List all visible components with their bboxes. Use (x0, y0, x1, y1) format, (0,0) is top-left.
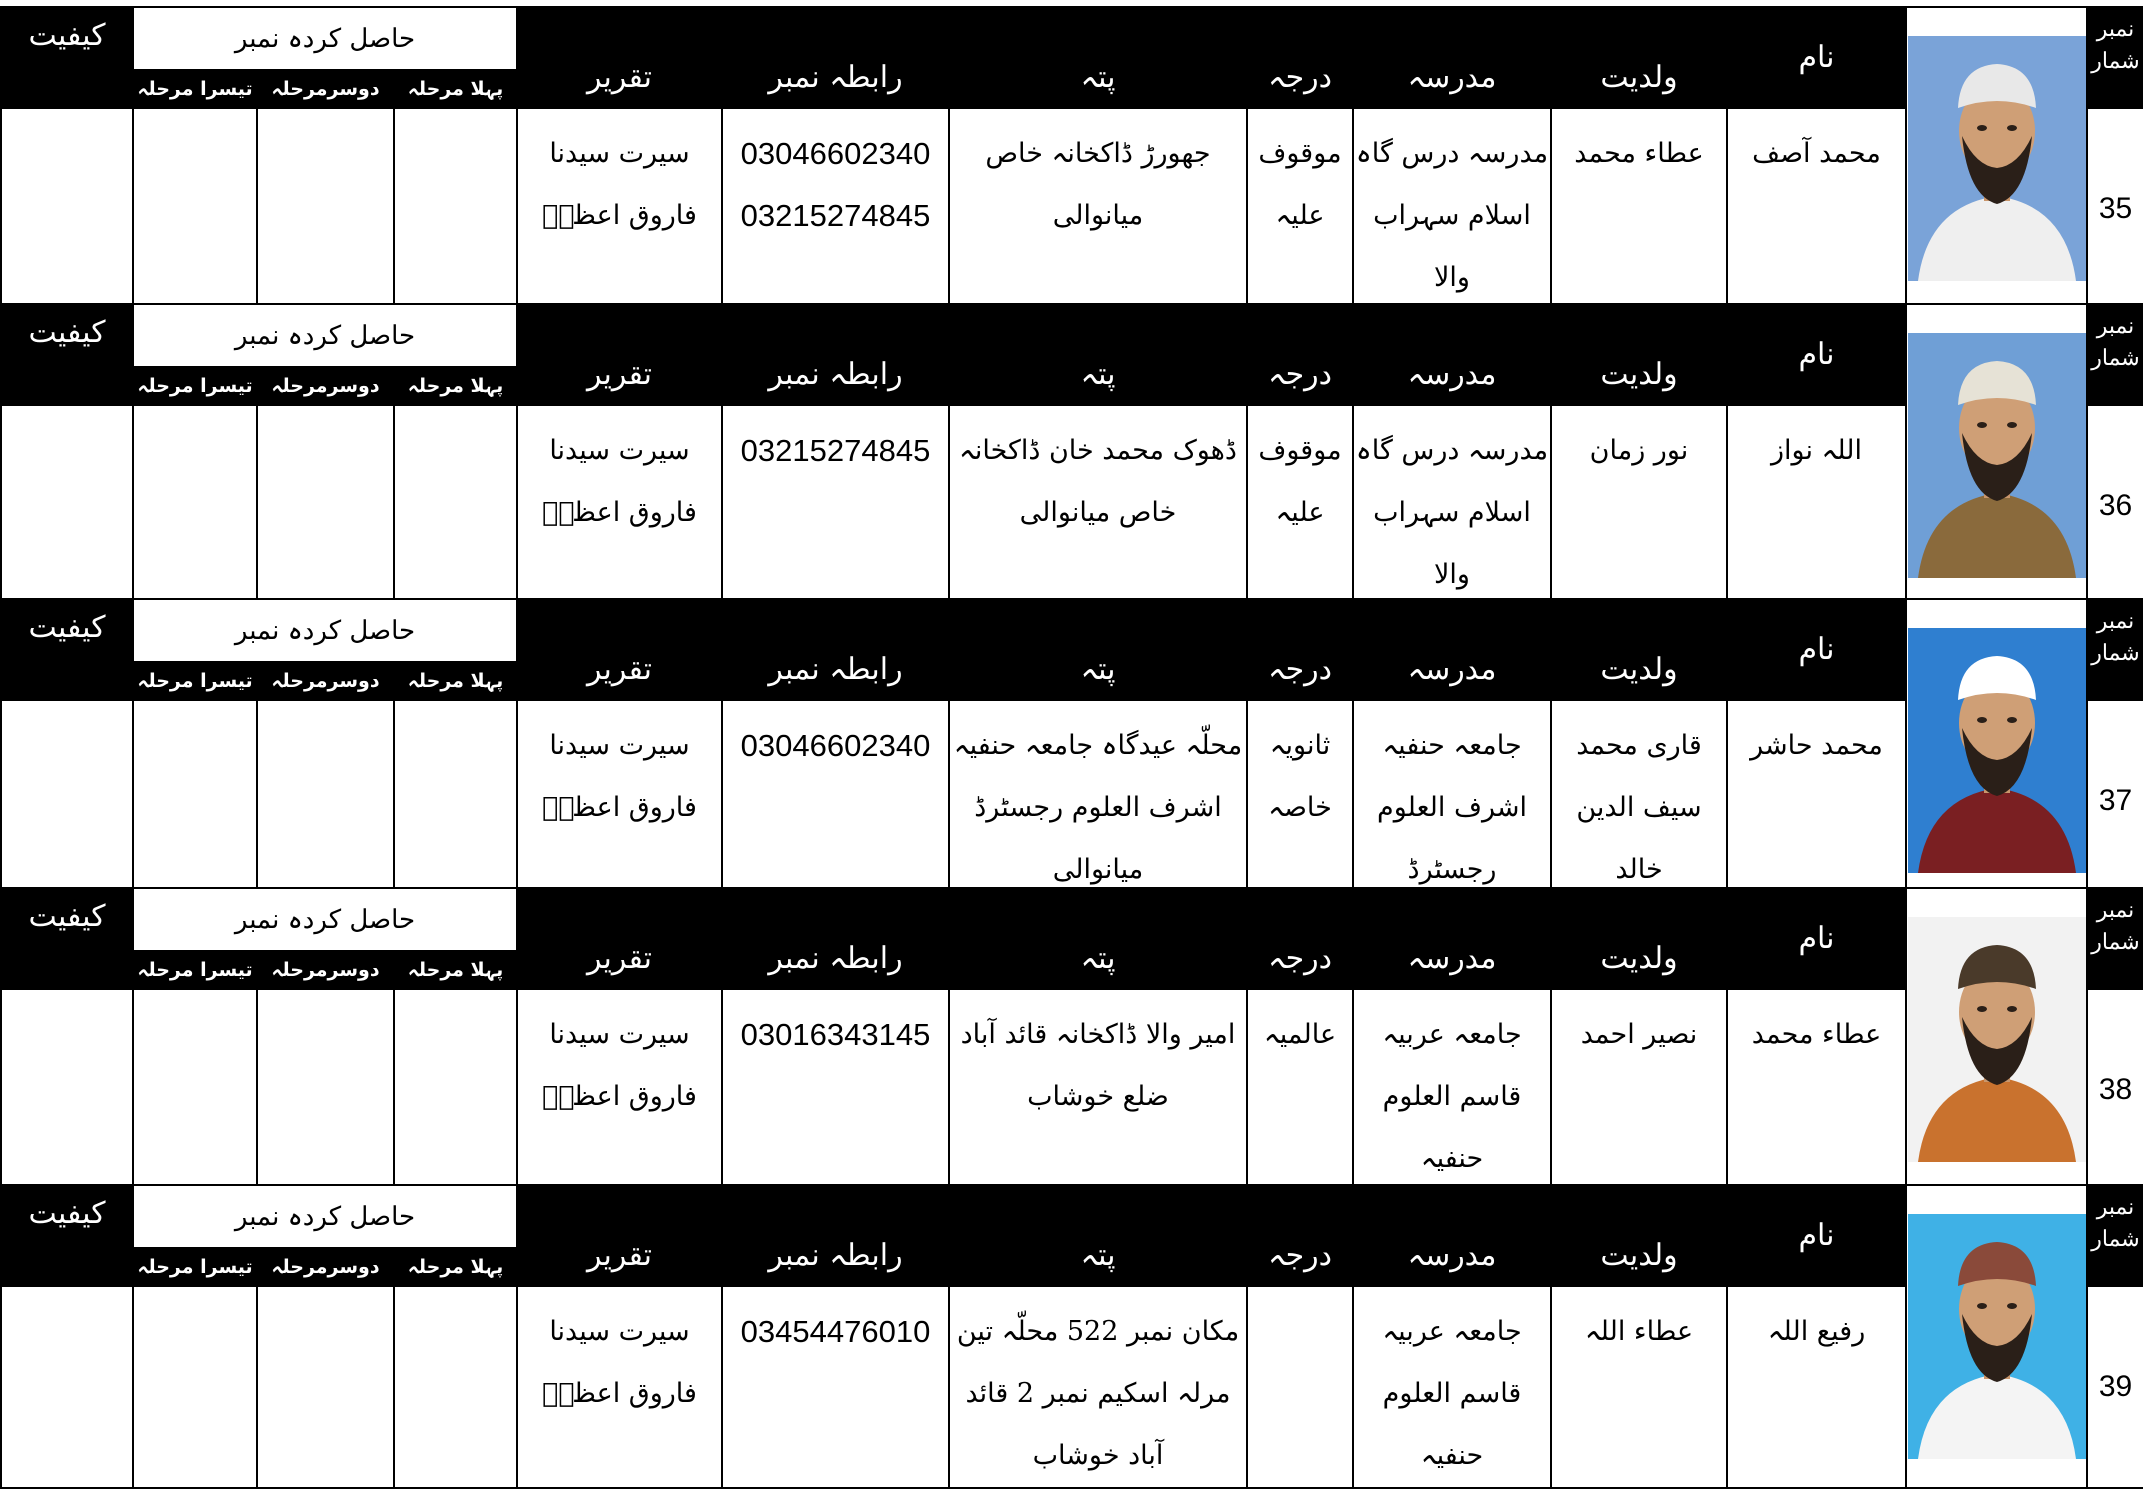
stage-1-cell (394, 405, 517, 607)
grade-header: درجہ (1247, 599, 1353, 700)
grade-cell (1247, 1286, 1353, 1488)
name-cell: محمد حاشر (1727, 700, 1906, 902)
grade-cell: عالمیہ (1247, 989, 1353, 1191)
serial-header: نمبر شمار (2087, 599, 2143, 700)
stage-1-cell (394, 108, 517, 310)
remarks-cell (1, 1286, 133, 1488)
record-table (0, 887, 2143, 1192)
name-cell: عطاء محمد (1727, 989, 1906, 1191)
grade-cell: ثانویہ خاصہ (1247, 700, 1353, 902)
father-cell: عطاء محمد (1551, 108, 1727, 310)
remarks-header: کیفیت (1, 1185, 133, 1286)
contact-cell (722, 108, 949, 310)
remarks-cell (1, 405, 133, 607)
remarks-cell (1, 108, 133, 310)
stage-1-header: پہلا مرحلہ (394, 367, 517, 405)
madrasa-header: مدرسہ (1353, 599, 1551, 700)
name-cell: محمد آصف (1727, 108, 1906, 310)
serial-cell: 39 (2087, 1286, 2143, 1488)
madrasa-cell: مدرسہ درس گاہ اسلام سہراب والا (1353, 108, 1551, 310)
student-photo (1908, 1214, 2086, 1459)
stage-1-header: پہلا مرحلہ (394, 662, 517, 700)
contact-header: رابطہ نمبر (722, 1185, 949, 1286)
remarks-header: کیفیت (1, 888, 133, 989)
address-header: پتہ (949, 1185, 1247, 1286)
contact-header: رابطہ نمبر (722, 599, 949, 700)
speech-header: تقریر (517, 1185, 722, 1286)
serial-header: نمبر شمار (2087, 304, 2143, 405)
phone-number: 03454476010 (740, 1314, 931, 1349)
stage-1-header: پہلا مرحلہ (394, 1248, 517, 1286)
photo-eye-left (1977, 717, 1987, 723)
photo-cell (1906, 7, 2087, 310)
record-table (0, 1184, 2143, 1489)
marks-obtained-header: حاصل کردہ نمبر (133, 7, 517, 70)
address-header: پتہ (949, 304, 1247, 405)
remarks-header: کیفیت (1, 7, 133, 108)
madrasa-cell: جامعہ عربیہ قاسم العلوم حنفیہ (1353, 1286, 1551, 1488)
student-record (0, 303, 2143, 608)
speech-cell: سیرت سیدنا فاروق اعظمؓ (517, 405, 722, 607)
father-header: ولدیت (1551, 7, 1727, 108)
speech-cell: سیرت سیدنا فاروق اعظمؓ (517, 700, 722, 902)
phone-number: 03215274845 (740, 433, 931, 468)
name-cell: اللہ نواز (1727, 405, 1906, 607)
speech-header: تقریر (517, 599, 722, 700)
stage-3-header: تیسرا مرحلہ (133, 951, 257, 989)
father-header: ولدیت (1551, 304, 1727, 405)
address-cell: جھورڑ ڈاکخانہ خاص میانوالی (949, 108, 1247, 310)
photo-eye-right (2007, 1303, 2017, 1309)
stage-2-cell (257, 108, 394, 310)
address-header: پتہ (949, 888, 1247, 989)
stage-2-cell (257, 700, 394, 902)
stage-2-header: دوسرمرحلہ (257, 662, 394, 700)
stage-1-cell (394, 989, 517, 1191)
stage-2-header: دوسرمرحلہ (257, 70, 394, 108)
name-header: نام (1727, 1185, 1906, 1286)
student-photo (1908, 628, 2086, 873)
student-record (0, 1184, 2143, 1489)
stage-2-cell (257, 989, 394, 1191)
phone-number: 03016343145 (740, 1017, 931, 1052)
remarks-header: کیفیت (1, 304, 133, 405)
name-header: نام (1727, 599, 1906, 700)
speech-cell: سیرت سیدنا فاروق اعظمؓ (517, 1286, 722, 1488)
photo-eye-left (1977, 422, 1987, 428)
stage-1-header: پہلا مرحلہ (394, 951, 517, 989)
record-table (0, 6, 2143, 311)
contact-cell (722, 989, 949, 1191)
stage-2-header: دوسرمرحلہ (257, 367, 394, 405)
stage-1-cell (394, 700, 517, 902)
serial-cell: 38 (2087, 989, 2143, 1191)
student-record (0, 6, 2143, 311)
stage-3-header: تیسرا مرحلہ (133, 662, 257, 700)
name-header: نام (1727, 888, 1906, 989)
marks-obtained-header: حاصل کردہ نمبر (133, 304, 517, 367)
speech-cell: سیرت سیدنا فاروق اعظمؓ (517, 989, 722, 1191)
address-cell: امیر والا ڈاکخانہ قائد آباد ضلع خوشاب (949, 989, 1247, 1191)
student-record (0, 887, 2143, 1192)
madrasa-cell: مدرسہ درس گاہ اسلام سہراب والا (1353, 405, 1551, 607)
stage-1-header: پہلا مرحلہ (394, 70, 517, 108)
madrasa-cell: جامعہ عربیہ قاسم العلوم حنفیہ (1353, 989, 1551, 1191)
father-cell: عطاء اللہ (1551, 1286, 1727, 1488)
student-photo (1908, 36, 2086, 281)
contact-header: رابطہ نمبر (722, 7, 949, 108)
speech-cell: سیرت سیدنا فاروق اعظمؓ (517, 108, 722, 310)
photo-cell (1906, 304, 2087, 607)
contact-header: رابطہ نمبر (722, 888, 949, 989)
address-cell: مکان نمبر 522 محلّہ تین مرلہ اسکیم نمبر 2 قائد آباد خوشاب (949, 1286, 1247, 1488)
photo-eye-left (1977, 1303, 1987, 1309)
stage-2-cell (257, 1286, 394, 1488)
father-cell: نصیر احمد (1551, 989, 1727, 1191)
father-header: ولدیت (1551, 888, 1727, 989)
grade-cell: موقوف علیہ (1247, 405, 1353, 607)
speech-header: تقریر (517, 888, 722, 989)
stage-3-cell (133, 1286, 257, 1488)
madrasa-cell: جامعہ حنفیہ اشرف العلوم رجسٹرڈ (1353, 700, 1551, 902)
remarks-cell (1, 700, 133, 902)
address-header: پتہ (949, 7, 1247, 108)
grade-header: درجہ (1247, 7, 1353, 108)
name-header: نام (1727, 304, 1906, 405)
contact-header: رابطہ نمبر (722, 304, 949, 405)
address-cell: ڈھوک محمد خان ڈاکخانہ خاص میانوالی (949, 405, 1247, 607)
contact-cell (722, 405, 949, 607)
remarks-cell (1, 989, 133, 1191)
photo-eye-left (1977, 1006, 1987, 1012)
stage-3-cell (133, 989, 257, 1191)
serial-cell: 35 (2087, 108, 2143, 310)
stage-3-cell (133, 700, 257, 902)
student-record (0, 598, 2143, 903)
student-photo (1908, 333, 2086, 578)
father-cell: نور زمان (1551, 405, 1727, 607)
grade-header: درجہ (1247, 888, 1353, 989)
name-cell: رفیع اللہ (1727, 1286, 1906, 1488)
grade-header: درجہ (1247, 304, 1353, 405)
phone-number-2: 03215274845 (740, 198, 931, 233)
serial-cell: 37 (2087, 700, 2143, 902)
marks-obtained-header: حاصل کردہ نمبر (133, 599, 517, 662)
photo-cell (1906, 888, 2087, 1191)
serial-cell: 36 (2087, 405, 2143, 607)
grade-header: درجہ (1247, 1185, 1353, 1286)
stage-3-cell (133, 108, 257, 310)
marks-obtained-header: حاصل کردہ نمبر (133, 888, 517, 951)
phone-number: 03046602340 (740, 728, 931, 763)
record-table (0, 303, 2143, 608)
father-cell: قاری محمد سیف الدین خالد (1551, 700, 1727, 902)
madrasa-header: مدرسہ (1353, 1185, 1551, 1286)
father-header: ولدیت (1551, 1185, 1727, 1286)
grade-cell: موقوف علیہ (1247, 108, 1353, 310)
address-cell: محلّہ عیدگاہ جامعہ حنفیہ اشرف العلوم رجسٹرڈ میانوالی (949, 700, 1247, 902)
stage-2-header: دوسرمرحلہ (257, 1248, 394, 1286)
photo-eye-right (2007, 125, 2017, 131)
photo-eye-left (1977, 125, 1987, 131)
stage-3-header: تیسرا مرحلہ (133, 70, 257, 108)
stage-1-cell (394, 1286, 517, 1488)
stage-2-cell (257, 405, 394, 607)
serial-header: نمبر شمار (2087, 1185, 2143, 1286)
contact-cell (722, 700, 949, 902)
stage-3-header: تیسرا مرحلہ (133, 1248, 257, 1286)
madrasa-header: مدرسہ (1353, 304, 1551, 405)
photo-eye-right (2007, 422, 2017, 428)
photo-cell (1906, 599, 2087, 902)
remarks-header: کیفیت (1, 599, 133, 700)
madrasa-header: مدرسہ (1353, 888, 1551, 989)
name-header: نام (1727, 7, 1906, 108)
contact-cell (722, 1286, 949, 1488)
student-photo (1908, 917, 2086, 1162)
phone-number: 03046602340 (740, 136, 931, 171)
speech-header: تقریر (517, 304, 722, 405)
father-header: ولدیت (1551, 599, 1727, 700)
madrasa-header: مدرسہ (1353, 7, 1551, 108)
serial-header: نمبر شمار (2087, 7, 2143, 108)
marks-obtained-header: حاصل کردہ نمبر (133, 1185, 517, 1248)
address-header: پتہ (949, 599, 1247, 700)
photo-eye-right (2007, 1006, 2017, 1012)
record-table (0, 598, 2143, 903)
stage-3-header: تیسرا مرحلہ (133, 367, 257, 405)
stage-3-cell (133, 405, 257, 607)
serial-header: نمبر شمار (2087, 888, 2143, 989)
stage-2-header: دوسرمرحلہ (257, 951, 394, 989)
speech-header: تقریر (517, 7, 722, 108)
photo-eye-right (2007, 717, 2017, 723)
